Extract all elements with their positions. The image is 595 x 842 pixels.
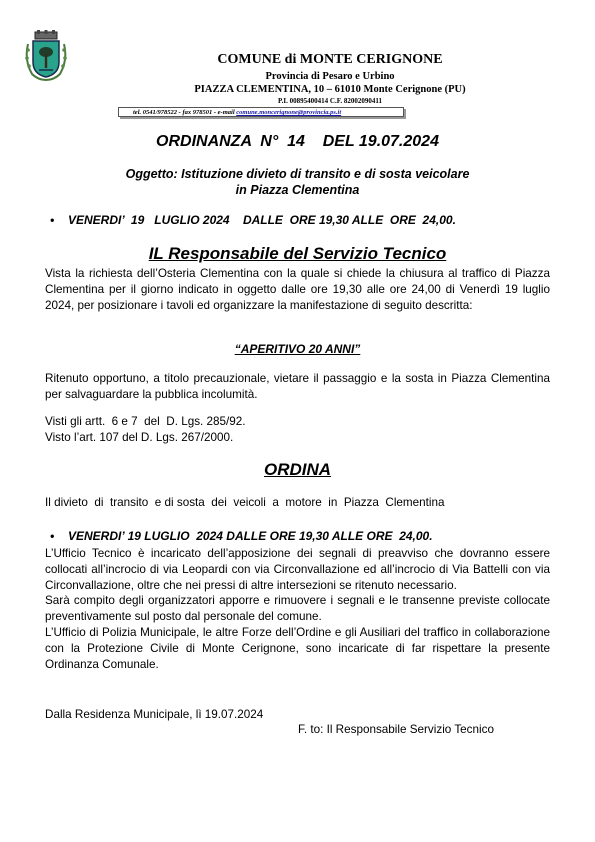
ordinance-date: DEL 19.07.2024: [322, 133, 439, 150]
residenza-line: Dalla Residenza Municipale, lì 19.07.2024: [45, 708, 264, 721]
polizia-paragraph: L’Ufficio di Polizia Municipale, le altre Forze dell’Ordine e gli Ausiliari del traffico in collaborazione con la Protezione Civile di Monte Cerignone, sono incaricate di far rispettare la presente Ordinanza Comunale.: [45, 625, 550, 671]
contact-email-link[interactable]: comune.moncerignone@provincia.ps.it: [236, 109, 342, 116]
organizzatori-paragraph: Sarà compito degli organizzatori apporre e rimuovere i segnali e le transenne previste collocate preventivamente sul posto dal personale del comune.: [45, 594, 550, 624]
ordinance-title: [40, 133, 555, 151]
divieto-line: Il divieto di transito e di sosta dei veicoli a motore in Piazza Clementina: [45, 496, 445, 509]
visti-paragraph: Visti gli artt. 6 e 7 del D. Lgs. 285/92. Visto l’art. 107 del D. Lgs. 267/2000.: [45, 415, 246, 444]
provincia-line: Provincia di Pesaro e Urbino: [265, 71, 395, 82]
vista-paragraph: Vista la richiesta dell’Osteria Clementina con la quale si chiede la chiusura al traffico di Piazza Clementina per il giorno indicato in oggetto dalle ore 19,30 alle ore 24,00 di Venerdì 19 luglio 2024, per posizionare i tavoli ed organizzare la manifestazione di seguito descritta:: [45, 267, 550, 312]
address-line: PIAZZA CLEMENTINA, 10 – 61010 Monte Cerignone (PU): [194, 84, 466, 95]
contact-phone-fax: tel. 0541/978522 - fax 978501 - e-mail: [133, 109, 237, 116]
event-name: “APERITIVO 20 ANNI”: [234, 342, 361, 356]
signature-line: F. to: Il Responsabile Servizio Tecnico: [298, 723, 494, 736]
ordinance-number: ORDINANZA N° 14: [156, 133, 305, 150]
subject-line-1: Oggetto: Istituzione divieto di transito e di sosta veicolare: [125, 167, 470, 181]
subject-line-2: in Piazza Clementina: [235, 183, 360, 197]
comune-coat-of-arms-logo: [24, 30, 68, 82]
ritenuto-paragraph: Ritenuto opportuno, a titolo precauzionale, vietare il passaggio e la sosta in Piazza Clementina per salvaguardare la pubblica incolumità.: [45, 372, 550, 401]
tax-id-line: P.I. 00895400414 C.F. 82002090411: [278, 97, 382, 105]
ordina-heading: ORDINA: [263, 460, 332, 479]
ufficio-tecnico-paragraph: L’Ufficio Tecnico è incaricato dell’apposizione dei segnali di preavviso che dovranno essere collocati all’incrocio di via Leopardi con via Circonvallazione ed all’incrocio di Via Battelli con via Circonvallazione, oltre che nei pressi di altre intersezioni se ritenuto necessario.: [45, 547, 550, 592]
comune-name: COMUNE di MONTE CERIGNONE: [217, 52, 443, 67]
responsabile-heading: IL Responsabile del Servizio Tecnico: [148, 244, 447, 263]
subject-block: [60, 166, 535, 198]
date-bullet-2-text: VENERDI’ 19 LUGLIO 2024 DALLE ORE 19,30 ALLE ORE 24,00.: [68, 529, 433, 543]
instructions-block: [45, 546, 550, 672]
bullet-dot-icon: •: [50, 213, 55, 227]
date-bullet-1-text: VENERDI’ 19 LUGLIO 2024 DALLE ORE 19,30 ALLE ORE 24,00.: [68, 213, 456, 227]
bullet-dot-icon: •: [50, 529, 55, 543]
contact-box: [118, 107, 404, 117]
